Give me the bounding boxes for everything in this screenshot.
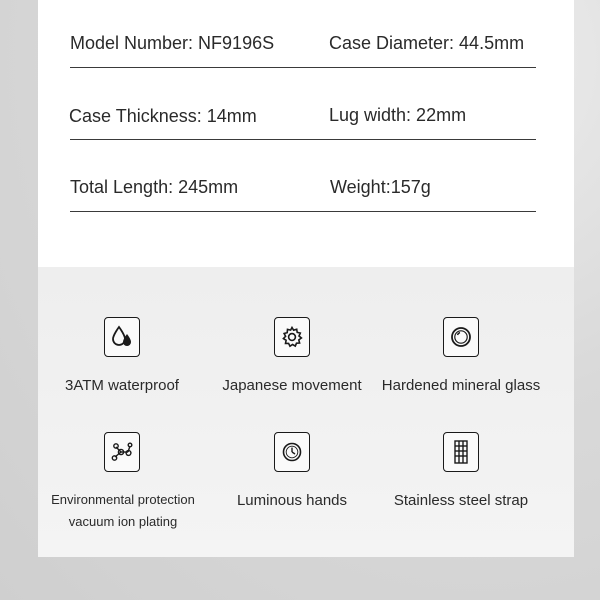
divider: [70, 67, 536, 68]
feature-movement: Japanese movement: [222, 377, 362, 394]
divider: [70, 139, 536, 140]
specifications-panel: [38, 0, 574, 267]
feature-glass: Hardened mineral glass: [381, 377, 541, 394]
water-drops-icon: [104, 317, 140, 357]
divider: [70, 211, 536, 212]
feature-luminous: Luminous hands: [236, 492, 348, 509]
feature-waterproof: 3ATM waterproof: [65, 377, 179, 394]
lug-width: Lug width: 22mm: [329, 105, 467, 125]
features-panel: [38, 267, 574, 557]
weight: Weight:157g: [330, 177, 431, 197]
strap-icon: [443, 432, 479, 472]
case-diameter: Case Diameter: 44.5mm: [329, 33, 525, 53]
feature-plating-line2: vacuum ion plating: [68, 514, 178, 529]
feature-plating-line1: Environmental protection: [51, 492, 195, 507]
case-thickness: Case Thickness: 14mm: [69, 106, 257, 126]
lens-icon: [443, 317, 479, 357]
clock-icon: [274, 432, 310, 472]
feature-strap: Stainless steel strap: [393, 492, 529, 509]
molecule-icon: [104, 432, 140, 472]
total-length: Total Length: 245mm: [70, 177, 239, 197]
gear-icon: [274, 317, 310, 357]
model-number: Model Number: NF9196S: [70, 33, 275, 53]
